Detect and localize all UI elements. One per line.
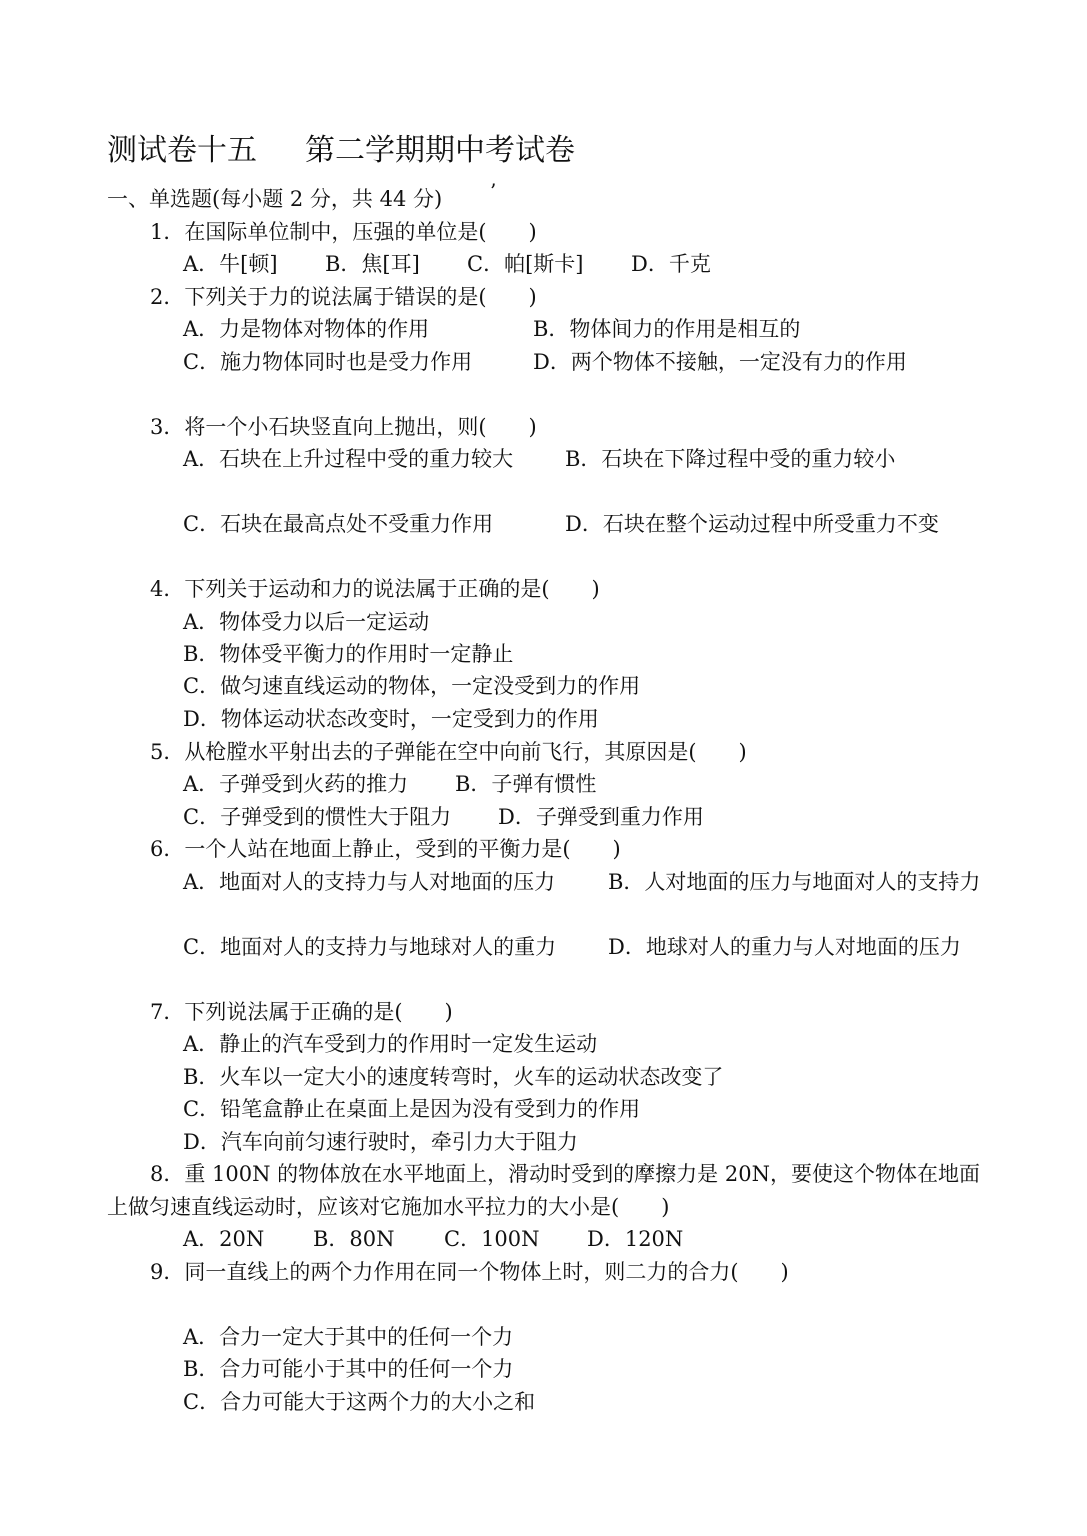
page-title bbox=[107, 133, 575, 169]
q7-option-b: B．火车以一定大小的速度转弯时，火车的运动状态改变了 bbox=[183, 1065, 724, 1089]
question-6-stem: 6．一个人站在地面上静止，受到的平衡力是( ) bbox=[150, 837, 621, 861]
q7-option-a: A．静止的汽车受到力的作用时一定发生运动 bbox=[183, 1032, 598, 1056]
title-sub: 第二学期期中考试卷 bbox=[305, 133, 575, 168]
q4-option-a: A．物体受力以后一定运动 bbox=[183, 610, 430, 634]
section-heading: 一、单选题(每小题 2 分，共 44 分) bbox=[107, 187, 443, 211]
q8-option-d: D．120N bbox=[587, 1227, 684, 1251]
question-5-stem: 5．从枪膛水平射出去的子弹能在空中向前飞行，其原因是( ) bbox=[150, 740, 747, 764]
q9-option-b: B．合力可能小于其中的任何一个力 bbox=[183, 1357, 514, 1381]
q3-option-b: B．石块在下降过程中受的重力较小 bbox=[565, 447, 896, 471]
title-main: 测试卷十五 bbox=[107, 133, 257, 168]
q2-option-b: B．物体间力的作用是相互的 bbox=[533, 317, 801, 341]
q6-option-b: B．人对地面的压力与地面对人的支持力 bbox=[608, 870, 981, 894]
q6-option-d: D．地球对人的重力与人对地面的压力 bbox=[608, 935, 961, 959]
q3-option-c: C．石块在最高点处不受重力作用 bbox=[183, 512, 494, 536]
q7-option-d: D．汽车向前匀速行驶时，牵引力大于阻力 bbox=[183, 1130, 578, 1154]
q5-option-c: C．子弹受到的惯性大于阻力 bbox=[183, 805, 452, 829]
q4-option-d: D．物体运动状态改变时，一定受到力的作用 bbox=[183, 707, 599, 731]
q8-option-a: A．20N bbox=[183, 1227, 265, 1251]
q7-option-c: C．铅笔盒静止在桌面上是因为没有受到力的作用 bbox=[183, 1097, 641, 1121]
question-9-stem: 9．同一直线上的两个力作用在同一个物体上时，则二力的合力( ) bbox=[150, 1260, 789, 1284]
q2-option-c: C．施力物体同时也是受力作用 bbox=[183, 350, 473, 374]
q3-option-d: D．石块在整个运动过程中所受重力不变 bbox=[565, 512, 939, 536]
stray-mark: ’ bbox=[490, 179, 497, 203]
q5-option-b: B．子弹有惯性 bbox=[455, 772, 597, 796]
question-2-stem: 2．下列关于力的说法属于错误的是( ) bbox=[150, 285, 537, 309]
q9-option-c: C．合力可能大于这两个力的大小之和 bbox=[183, 1390, 536, 1414]
q5-option-a: A．子弹受到火药的推力 bbox=[183, 772, 409, 796]
q3-option-a: A．石块在上升过程中受的重力较大 bbox=[183, 447, 514, 471]
q2-option-d: D．两个物体不接触，一定没有力的作用 bbox=[533, 350, 907, 374]
question-7-stem: 7．下列说法属于正确的是( ) bbox=[150, 1000, 453, 1024]
q4-option-c: C．做匀速直线运动的物体，一定没受到力的作用 bbox=[183, 674, 641, 698]
q2-option-a: A．力是物体对物体的作用 bbox=[183, 317, 430, 341]
q1-option-b: B．焦[耳] bbox=[325, 252, 420, 276]
q1-option-c: C．帕[斯卡] bbox=[467, 252, 584, 276]
question-8-stem-line1: 8．重 100N 的物体放在水平地面上，滑动时受到的摩擦力是 20N，要使这个物体在地面 bbox=[150, 1162, 980, 1186]
q8-option-b: B．80N bbox=[313, 1227, 395, 1251]
q1-option-a: A．牛[顿] bbox=[183, 252, 278, 276]
q4-option-b: B．物体受平衡力的作用时一定静止 bbox=[183, 642, 514, 666]
question-3-stem: 3．将一个小石块竖直向上抛出，则( ) bbox=[150, 415, 537, 439]
q9-option-a: A．合力一定大于其中的任何一个力 bbox=[183, 1325, 514, 1349]
q6-option-a: A．地面对人的支持力与人对地面的压力 bbox=[183, 870, 556, 894]
q1-option-d: D．千克 bbox=[631, 252, 711, 276]
question-8-stem-line2: 上做匀速直线运动时，应该对它施加水平拉力的大小是( ) bbox=[107, 1195, 670, 1219]
q5-option-d: D．子弹受到重力作用 bbox=[498, 805, 704, 829]
question-1-stem: 1．在国际单位制中，压强的单位是( ) bbox=[150, 220, 537, 244]
question-4-stem: 4．下列关于运动和力的说法属于正确的是( ) bbox=[150, 577, 600, 601]
q8-option-c: C．100N bbox=[444, 1227, 540, 1251]
q6-option-c: C．地面对人的支持力与地球对人的重力 bbox=[183, 935, 557, 959]
